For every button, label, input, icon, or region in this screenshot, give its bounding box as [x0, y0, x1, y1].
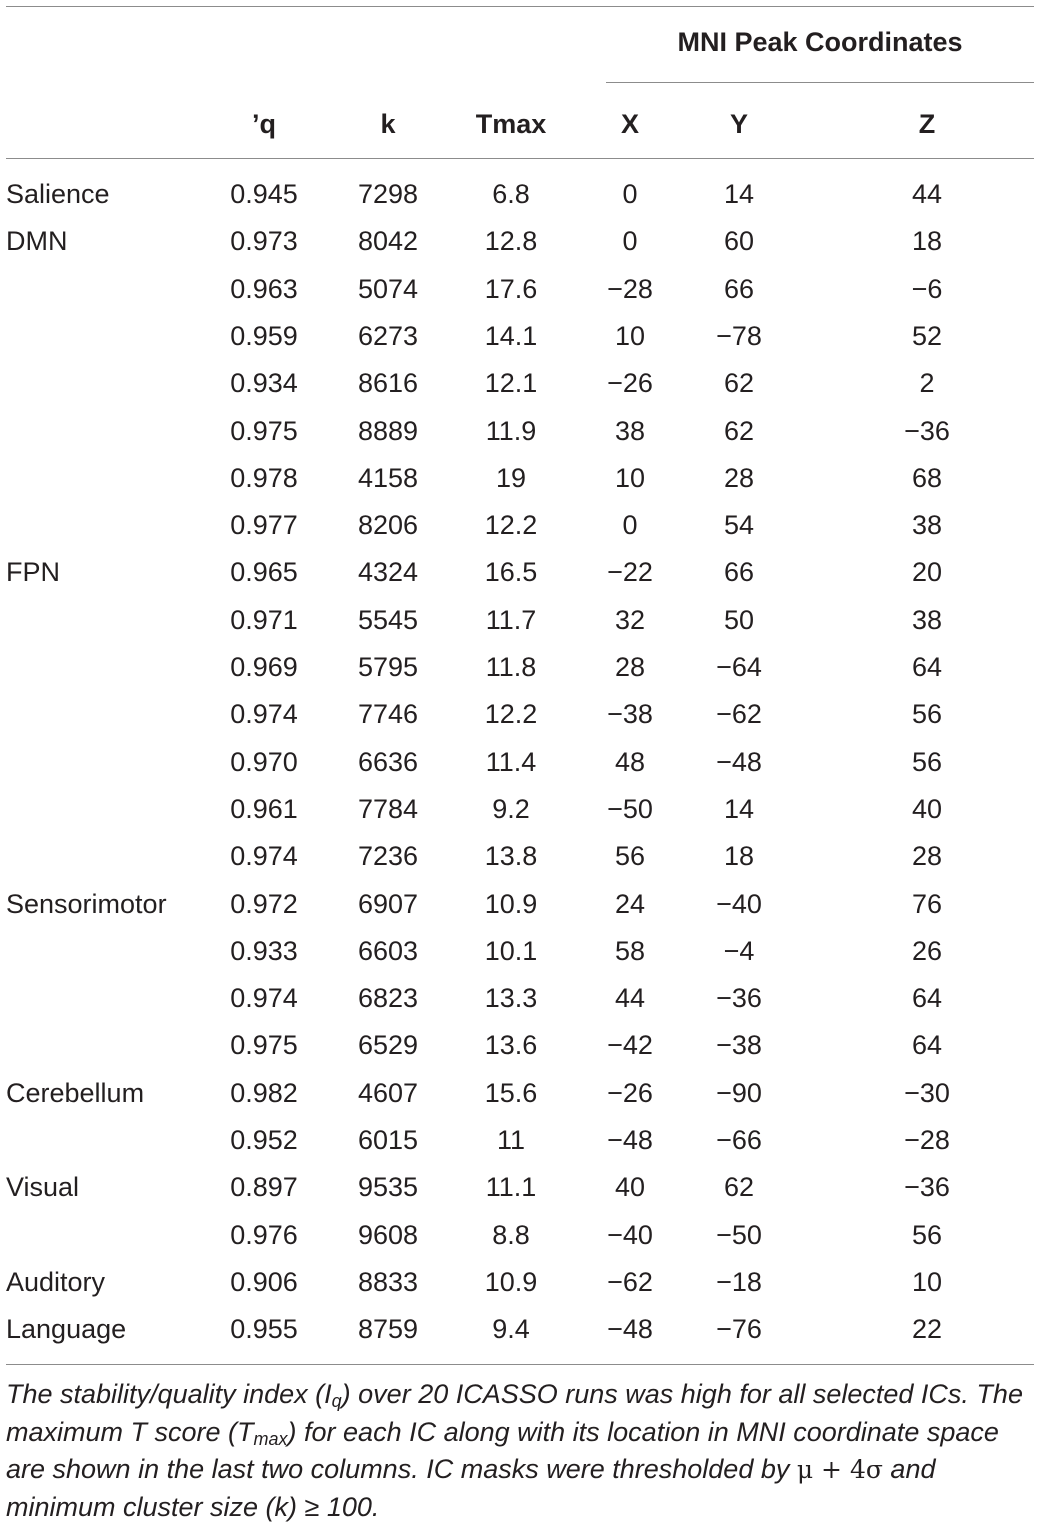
cell-z: 68 [911, 463, 943, 493]
cell-k: 7746 [357, 699, 419, 729]
row-network-label: Sensorimotor [6, 889, 167, 919]
cell-tmax: 12.2 [484, 510, 538, 540]
row-network-label: Visual [6, 1172, 80, 1202]
cell-x: 0 [622, 226, 638, 256]
cell-k: 5074 [357, 274, 419, 304]
cell-iq: 0.974 [230, 983, 298, 1013]
cell-iq: 0.975 [230, 416, 298, 446]
footnote-threshold-formula: μ + 4σ [796, 1455, 883, 1484]
cell-k: 6273 [357, 321, 419, 351]
cell-x: 10 [614, 321, 646, 351]
cell-k: 8206 [357, 510, 419, 540]
cell-iq: 0.971 [230, 605, 298, 635]
cell-y: 54 [723, 510, 755, 540]
cell-iq: 0.952 [230, 1125, 298, 1155]
cell-z: −6 [911, 274, 943, 304]
cell-k: 7298 [357, 179, 419, 209]
cell-k: 9535 [357, 1172, 419, 1202]
cell-x: −48 [607, 1314, 653, 1344]
cell-k: 7784 [357, 794, 419, 824]
cell-tmax: 11 [496, 1125, 526, 1155]
cell-tmax: 16.5 [484, 557, 538, 587]
cell-y: −76 [716, 1314, 762, 1344]
cell-y: 66 [723, 274, 755, 304]
footnote-text-4: and minimum cluster size (k) ≥ 100. [6, 1454, 936, 1522]
cell-tmax: 6.8 [492, 179, 530, 209]
cell-iq: 0.974 [230, 841, 298, 871]
cell-y: 14 [723, 179, 755, 209]
cell-iq: 0.961 [230, 794, 298, 824]
cell-z: 20 [911, 557, 943, 587]
row-network-label: Cerebellum [6, 1078, 145, 1108]
cell-k: 6823 [357, 983, 419, 1013]
cell-iq: 0.975 [230, 1030, 298, 1060]
cell-tmax: 10.9 [484, 889, 538, 919]
footnote-text-1: The stability/quality index (I [6, 1379, 332, 1409]
cell-x: 10 [614, 463, 646, 493]
cell-tmax: 12.2 [484, 699, 538, 729]
row-network-label: FPN [6, 557, 60, 587]
cell-iq: 0.906 [230, 1267, 298, 1297]
cell-iq: 0.965 [230, 557, 298, 587]
column-header-y: Y [729, 109, 748, 139]
cell-x: −48 [607, 1125, 653, 1155]
table-top-rule [6, 6, 1034, 7]
column-header-z: Z [918, 109, 936, 139]
cell-tmax: 9.4 [492, 1314, 530, 1344]
cell-y: 62 [723, 1172, 755, 1202]
cell-k: 8889 [357, 416, 419, 446]
column-header-tmax: Tmax [475, 109, 547, 139]
cell-k: 4158 [357, 463, 419, 493]
cell-y: −48 [716, 747, 762, 777]
table-bottom-rule [6, 1364, 1034, 1365]
cell-x: 40 [614, 1172, 646, 1202]
cell-y: −66 [716, 1125, 762, 1155]
cell-k: 6015 [357, 1125, 419, 1155]
cell-k: 6529 [357, 1030, 419, 1060]
cell-y: 66 [723, 557, 755, 587]
table-footnote [6, 1376, 1034, 1526]
row-network-label: Auditory [6, 1267, 106, 1297]
cell-iq: 0.959 [230, 321, 298, 351]
cell-z: 40 [911, 794, 943, 824]
cell-y: −4 [723, 936, 755, 966]
cell-z: 26 [911, 936, 943, 966]
cell-iq: 0.973 [230, 226, 298, 256]
cell-x: −26 [607, 368, 653, 398]
column-header-iq: ’q [252, 109, 276, 139]
cell-tmax: 15.6 [484, 1078, 538, 1108]
cell-tmax: 9.2 [492, 794, 530, 824]
cell-iq: 0.945 [230, 179, 298, 209]
cell-k: 4324 [357, 557, 419, 587]
cell-y: 18 [723, 841, 755, 871]
cell-z: −36 [904, 1172, 950, 1202]
cell-y: −38 [716, 1030, 762, 1060]
cell-z: −30 [904, 1078, 950, 1108]
cell-tmax: 11.4 [485, 747, 537, 777]
cell-iq: 0.963 [230, 274, 298, 304]
cell-z: 56 [911, 747, 943, 777]
cell-z: 56 [911, 699, 943, 729]
cell-k: 8833 [357, 1267, 419, 1297]
cell-z: 64 [911, 652, 943, 682]
group-header-mni-peak-coordinates: MNI Peak Coordinates [677, 27, 963, 57]
cell-z: 38 [911, 510, 943, 540]
cell-y: 60 [723, 226, 755, 256]
cell-y: −50 [716, 1220, 762, 1250]
footnote-text-2: ) over 20 ICASSO runs was high for all selected ICs. The maximum T score (T [6, 1379, 1023, 1447]
cell-tmax: 11.7 [485, 605, 537, 635]
column-header-x: X [620, 109, 639, 139]
cell-x: −28 [607, 274, 653, 304]
cell-iq: 0.976 [230, 1220, 298, 1250]
cell-z: 76 [911, 889, 943, 919]
cell-x: 38 [614, 416, 646, 446]
cell-tmax: 12.1 [484, 368, 538, 398]
cell-y: 50 [723, 605, 755, 635]
cell-x: −50 [607, 794, 653, 824]
cell-z: −28 [904, 1125, 950, 1155]
cell-iq: 0.934 [230, 368, 298, 398]
row-network-label: Salience [6, 179, 110, 209]
cell-z: 56 [911, 1220, 943, 1250]
cell-iq: 0.972 [230, 889, 298, 919]
cell-z: 52 [911, 321, 943, 351]
cell-iq: 0.970 [230, 747, 298, 777]
footnote-subscript-q: q [331, 1391, 342, 1411]
row-network-label: DMN [6, 226, 68, 256]
cell-tmax: 14.1 [484, 321, 538, 351]
cell-iq: 0.977 [230, 510, 298, 540]
cell-z: 10 [911, 1267, 943, 1297]
cell-iq: 0.933 [230, 936, 298, 966]
header-bottom-rule [6, 158, 1034, 159]
footnote-subscript-max: max [253, 1428, 288, 1449]
cell-k: 6907 [357, 889, 419, 919]
cell-z: 22 [911, 1314, 943, 1344]
cell-x: −22 [607, 557, 653, 587]
cell-z: 64 [911, 1030, 943, 1060]
cell-tmax: 12.8 [484, 226, 538, 256]
cell-x: 32 [614, 605, 646, 635]
cell-x: −38 [607, 699, 653, 729]
cell-x: 0 [622, 510, 638, 540]
cell-iq: 0.982 [230, 1078, 298, 1108]
row-network-label: Language [6, 1314, 127, 1344]
cell-tmax: 11.9 [485, 416, 537, 446]
cell-iq: 0.974 [230, 699, 298, 729]
cell-tmax: 19 [495, 463, 527, 493]
cell-y: 28 [723, 463, 755, 493]
cell-y: −90 [716, 1078, 762, 1108]
cell-x: 48 [614, 747, 646, 777]
cell-tmax: 8.8 [492, 1220, 530, 1250]
cell-x: −62 [607, 1267, 653, 1297]
group-header-underline [606, 82, 1034, 83]
cell-tmax: 13.3 [484, 983, 538, 1013]
cell-x: 28 [614, 652, 646, 682]
cell-y: −18 [716, 1267, 762, 1297]
cell-iq: 0.978 [230, 463, 298, 493]
cell-x: 24 [614, 889, 646, 919]
cell-tmax: 13.6 [484, 1030, 538, 1060]
cell-y: 62 [723, 416, 755, 446]
cell-tmax: 17.6 [484, 274, 538, 304]
cell-y: 14 [723, 794, 755, 824]
cell-k: 5545 [357, 605, 419, 635]
cell-k: 8042 [357, 226, 419, 256]
cell-k: 6603 [357, 936, 419, 966]
cell-y: −36 [716, 983, 762, 1013]
footnote-text-3: ) for each IC along with its location in MNI coordinate space are shown in the last two columns. IC masks were thresholded by [6, 1416, 999, 1484]
cell-k: 8616 [357, 368, 419, 398]
cell-k: 9608 [357, 1220, 419, 1250]
cell-x: 0 [622, 179, 638, 209]
cell-k: 8759 [357, 1314, 419, 1344]
cell-iq: 0.955 [230, 1314, 298, 1344]
cell-k: 7236 [357, 841, 419, 871]
cell-z: 44 [911, 179, 943, 209]
cell-k: 5795 [357, 652, 419, 682]
cell-tmax: 11.1 [485, 1172, 537, 1202]
cell-k: 6636 [357, 747, 419, 777]
cell-z: 2 [919, 368, 935, 398]
cell-z: 38 [911, 605, 943, 635]
cell-x: −40 [607, 1220, 653, 1250]
cell-iq: 0.897 [230, 1172, 298, 1202]
cell-tmax: 10.9 [484, 1267, 538, 1297]
cell-x: 56 [614, 841, 646, 871]
cell-x: 58 [614, 936, 646, 966]
cell-tmax: 11.8 [485, 652, 537, 682]
cell-y: −40 [716, 889, 762, 919]
cell-y: 62 [723, 368, 755, 398]
cell-y: −62 [716, 699, 762, 729]
cell-z: −36 [904, 416, 950, 446]
cell-x: −26 [607, 1078, 653, 1108]
column-header-k: k [380, 109, 396, 139]
cell-z: 64 [911, 983, 943, 1013]
cell-y: −78 [716, 321, 762, 351]
cell-x: −42 [607, 1030, 653, 1060]
cell-tmax: 10.1 [484, 936, 538, 966]
cell-tmax: 13.8 [484, 841, 538, 871]
cell-y: −64 [716, 652, 762, 682]
cell-k: 4607 [357, 1078, 419, 1108]
cell-z: 18 [911, 226, 943, 256]
cell-iq: 0.969 [230, 652, 298, 682]
cell-z: 28 [911, 841, 943, 871]
cell-x: 44 [614, 983, 646, 1013]
